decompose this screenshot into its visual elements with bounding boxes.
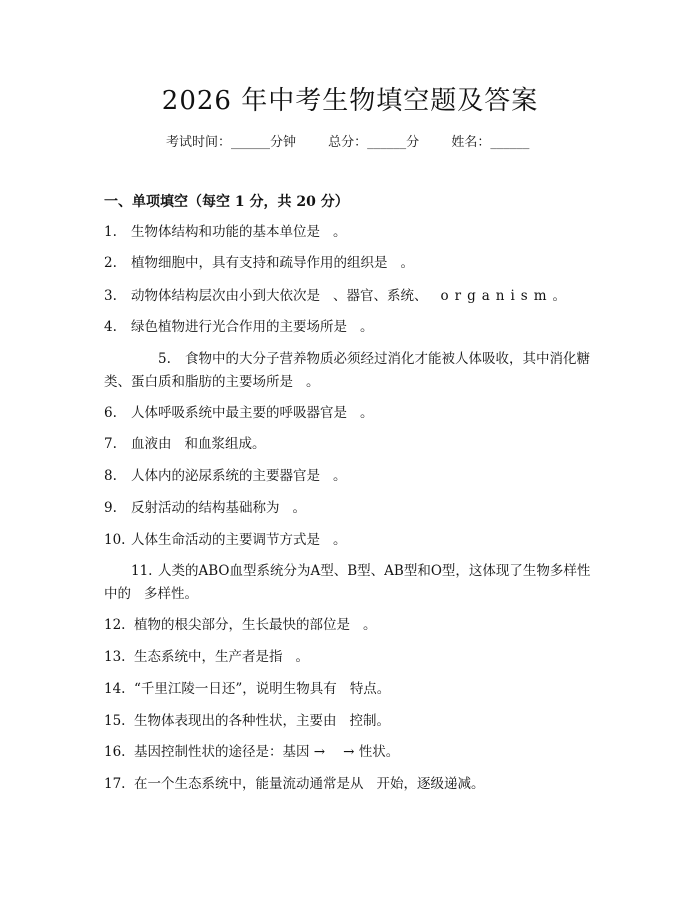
question-text: 植物细胞中，具有支持和疏导作用的组织是 <box>131 255 388 271</box>
name-field[interactable]: 姓名：______ <box>451 135 530 150</box>
question-text-end: 。 <box>360 319 374 335</box>
question-text-end: → 性状。 <box>343 744 400 760</box>
question-text-end: 控制。 <box>349 713 390 729</box>
question-number: 6. <box>104 405 117 421</box>
question-number: 14. <box>104 681 126 697</box>
question-text-end: 。 <box>292 500 306 516</box>
question-text-end: 。 <box>333 532 347 548</box>
question-text: 生物体表现出的各种性状，主要由 <box>134 713 337 729</box>
question-text: 反射活动的结构基础称为 <box>131 500 280 516</box>
question-text: 动物体结构层次由小到大依次是 <box>131 288 320 304</box>
question-text: 食物中的大分子营养物质必须经过消化才能被人体吸收，其中消化糖类、蛋白质和脂肪的主要场所是 <box>104 351 590 390</box>
question-number: 2. <box>104 255 117 271</box>
question-text-end: 。 <box>363 617 377 633</box>
question-item <box>104 497 600 520</box>
question-text: 人体内的泌尿系统的主要器官是 <box>131 468 320 484</box>
question-number: 8. <box>104 468 117 484</box>
question-number: 13. <box>104 649 126 665</box>
exam-time-field[interactable]: 考试时间：______分钟 <box>166 135 297 150</box>
question-text: 植物的根尖部分，生长最快的部位是 <box>134 617 350 633</box>
question-text: 人类的ABO血型系统分为A型、B型、AB型和O型，这体现了生物多样性中的 <box>104 563 591 602</box>
question-number: 5. <box>158 351 171 367</box>
question-item <box>104 465 600 488</box>
question-number: 10. <box>104 532 126 548</box>
question-item <box>104 348 600 394</box>
question-text: 生态系统中，生产者是指 <box>134 649 283 665</box>
question-item <box>104 433 600 456</box>
question-number: 17. <box>104 776 126 792</box>
question-text-end: 。 <box>333 224 347 240</box>
question-number: 12. <box>104 617 126 633</box>
question-text: 基因控制性状的途径是：基因 → <box>134 744 326 760</box>
question-item <box>104 773 600 796</box>
question-text-end: 。 <box>306 374 320 390</box>
question-text-end: 特点。 <box>349 681 391 697</box>
question-item <box>104 252 600 275</box>
question-text-end: 。 <box>295 649 309 665</box>
exam-meta <box>166 131 529 150</box>
question-item <box>104 285 600 308</box>
question-text-end: 。 <box>333 468 347 484</box>
question-text-end: 和血浆组成。 <box>184 436 266 452</box>
question-text: 人体呼吸系统中最主要的呼吸器官是 <box>131 405 347 421</box>
question-item <box>104 316 600 339</box>
question-text: 生物体结构和功能的基本单位是 <box>131 224 320 240</box>
question-number: 9. <box>104 500 117 516</box>
question-text-end: 开始，逐级递减。 <box>376 776 485 792</box>
page-title: 2026 年中考生物填空题及答案 <box>161 86 539 116</box>
question-text: 在一个生态系统中，能量流动通常是从 <box>134 776 364 792</box>
question-number: 7. <box>104 436 117 452</box>
total-score-field[interactable]: 总分：______分 <box>328 135 420 150</box>
question-item <box>104 529 600 552</box>
question-item <box>104 221 600 244</box>
question-number: 11. <box>131 563 153 579</box>
question-item <box>104 614 600 637</box>
question-text: “千里江陵一日还”，说明生物具有 <box>134 681 337 697</box>
question-text-end: 。 <box>360 405 374 421</box>
question-item <box>104 646 600 669</box>
question-item <box>104 710 600 733</box>
question-text: 血液由 <box>131 436 172 452</box>
section-heading: 一、单项填空（每空 1 分，共 20 分） <box>104 194 349 210</box>
question-item <box>104 741 600 764</box>
question-number: 1. <box>104 224 117 240</box>
question-text: 绿色植物进行光合作用的主要场所是 <box>131 319 347 335</box>
question-text-mid: 、器官、系统、 <box>333 288 428 304</box>
question-text-end: 。 <box>400 255 414 271</box>
question-item <box>104 402 600 425</box>
question-item <box>104 560 600 606</box>
question-number: 15. <box>104 713 126 729</box>
question-text: 人体生命活动的主要调节方式是 <box>131 532 320 548</box>
question-number: 3. <box>104 288 117 304</box>
question-item <box>104 678 600 701</box>
question-text-end: 。 <box>552 288 567 304</box>
question-number: 16. <box>104 744 126 760</box>
question-text-end: 多样性。 <box>144 586 198 602</box>
question-text-tail: organism <box>440 288 553 304</box>
question-number: 4. <box>104 319 117 335</box>
